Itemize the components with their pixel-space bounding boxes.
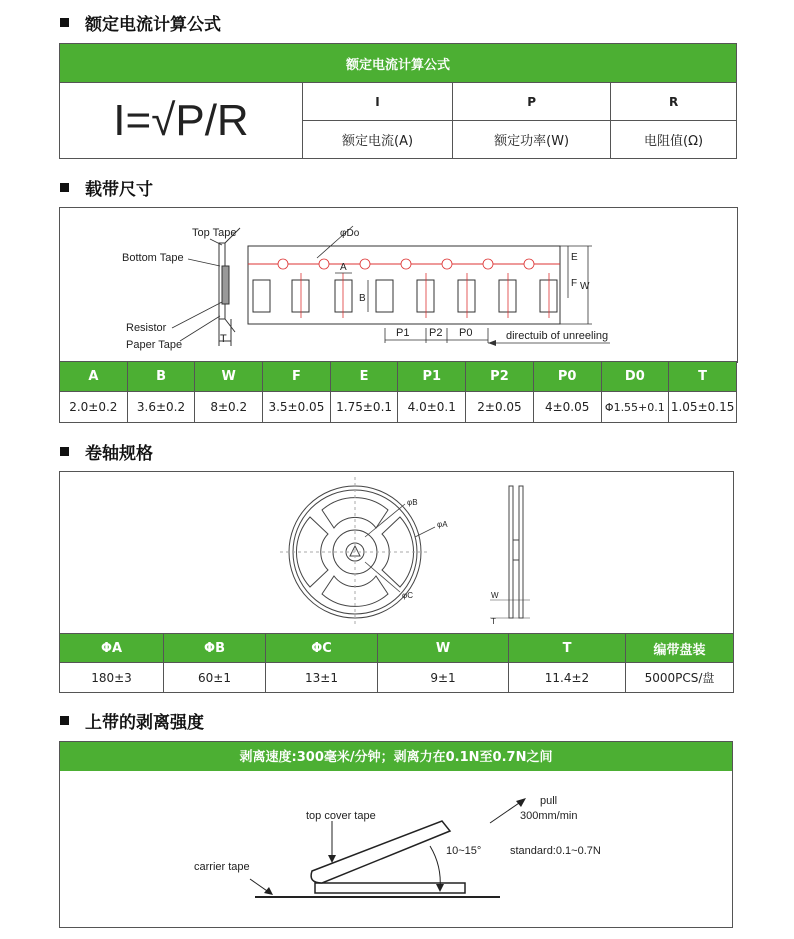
- tape-value-e: 1.75±0.1: [330, 392, 398, 423]
- bullet-icon: [60, 183, 69, 192]
- reel-value-package: 5000PCS/盘: [626, 663, 734, 693]
- label-reel-c: φC: [402, 591, 413, 600]
- tape-header-t: T: [669, 362, 737, 392]
- reel-value-t: 11.4±2: [509, 663, 626, 693]
- reel-drawing: [60, 472, 733, 634]
- label-direction: directuib of unreeling: [506, 330, 609, 342]
- peel-drawing: [60, 771, 732, 927]
- tape-value-t: 1.05±0.15: [669, 392, 737, 423]
- tape-value-p2: 2±0.05: [466, 392, 534, 423]
- tape-header-b: B: [127, 362, 195, 392]
- col-symbol-i: I: [303, 83, 453, 121]
- reel-header-a: ΦA: [60, 634, 164, 663]
- label-top-cover-tape: top cover tape: [306, 810, 376, 822]
- tape-header-p2: P2: [466, 362, 534, 392]
- tape-header-e: E: [330, 362, 398, 392]
- tape-value-w: 8±0.2: [195, 392, 263, 423]
- label-carrier-tape: carrier tape: [194, 861, 250, 873]
- reel-header-w: W: [378, 634, 509, 663]
- tape-header-a: A: [60, 362, 128, 392]
- reel-table: [59, 633, 734, 693]
- label-reel-t: T: [491, 617, 496, 626]
- tape-value-a: 2.0±0.2: [60, 392, 128, 423]
- label-p2: P2: [429, 327, 443, 339]
- reel-header-c: ΦC: [266, 634, 378, 663]
- col-symbol-p: P: [453, 83, 611, 121]
- reel-header-t: T: [509, 634, 626, 663]
- label-resistor: Resistor: [126, 322, 167, 334]
- label-a: A: [340, 262, 347, 273]
- label-reel-b: φB: [407, 498, 418, 507]
- tape-value-p0: 4±0.05: [533, 392, 601, 423]
- col-meaning-r: 电阻值(Ω): [611, 121, 737, 159]
- tape-header-f: F: [263, 362, 331, 392]
- label-standard: standard:0.1~0.7N: [510, 845, 601, 857]
- reel-diagram: [59, 471, 734, 635]
- col-symbol-r: R: [611, 83, 737, 121]
- label-bottom-tape: Bottom Tape: [122, 252, 184, 264]
- tape-header-p0: P0: [533, 362, 601, 392]
- tape-value-b: 3.6±0.2: [127, 392, 195, 423]
- bullet-icon: [60, 447, 69, 456]
- label-t: T: [220, 333, 227, 345]
- peel-header: 剥离速度:300毫米/分钟；剥离力在0.1N至0.7N之间: [59, 741, 733, 772]
- reel-value-w: 9±1: [378, 663, 509, 693]
- tape-value-d0: Φ1.55+0.1: [601, 392, 669, 423]
- tape-table: [59, 361, 737, 423]
- col-meaning-p: 额定功率(W): [453, 121, 611, 159]
- label-reel-w: W: [491, 591, 499, 600]
- label-e: E: [571, 252, 578, 263]
- reel-header-package: 编带盘装: [626, 634, 734, 663]
- tape-header-d0: D0: [601, 362, 669, 392]
- tape-header-w: W: [195, 362, 263, 392]
- tape-value-p1: 4.0±0.1: [398, 392, 466, 423]
- reel-value-a: 180±3: [60, 663, 164, 693]
- label-b: B: [359, 293, 366, 304]
- formula: I=√P/R: [60, 83, 303, 159]
- label-angle: 10~15°: [446, 845, 482, 857]
- tape-drawing: [60, 208, 737, 362]
- formula-table: [59, 43, 737, 159]
- tape-value-f: 3.5±0.05: [263, 392, 331, 423]
- section-title-tape: 载带尺寸: [60, 175, 153, 200]
- bullet-icon: [60, 18, 69, 27]
- section-title-reel: 卷轴规格: [60, 439, 153, 464]
- bullet-icon: [60, 716, 69, 725]
- reel-value-b: 60±1: [164, 663, 266, 693]
- reel-header-b: ΦB: [164, 634, 266, 663]
- label-top-tape: Top Tape: [192, 227, 237, 239]
- label-w: W: [580, 281, 590, 292]
- label-f: F: [571, 278, 578, 289]
- label-p0: P0: [459, 327, 473, 339]
- label-reel-a: φA: [437, 520, 448, 529]
- label-speed: 300mm/min: [520, 810, 578, 822]
- label-do: φDo: [340, 228, 360, 239]
- tape-diagram: [59, 207, 738, 363]
- label-p1: P1: [396, 327, 410, 339]
- peel-diagram: [59, 771, 733, 928]
- label-paper-tape: Paper Tape: [126, 339, 183, 351]
- label-pull: pull: [540, 795, 558, 807]
- tape-header-p1: P1: [398, 362, 466, 392]
- section-title-formula: 额定电流计算公式: [60, 10, 221, 35]
- formula-table-header: 额定电流计算公式: [60, 44, 737, 83]
- reel-value-c: 13±1: [266, 663, 378, 693]
- section-title-peel: 上带的剥离强度: [60, 708, 204, 733]
- col-meaning-i: 额定电流(A): [303, 121, 453, 159]
